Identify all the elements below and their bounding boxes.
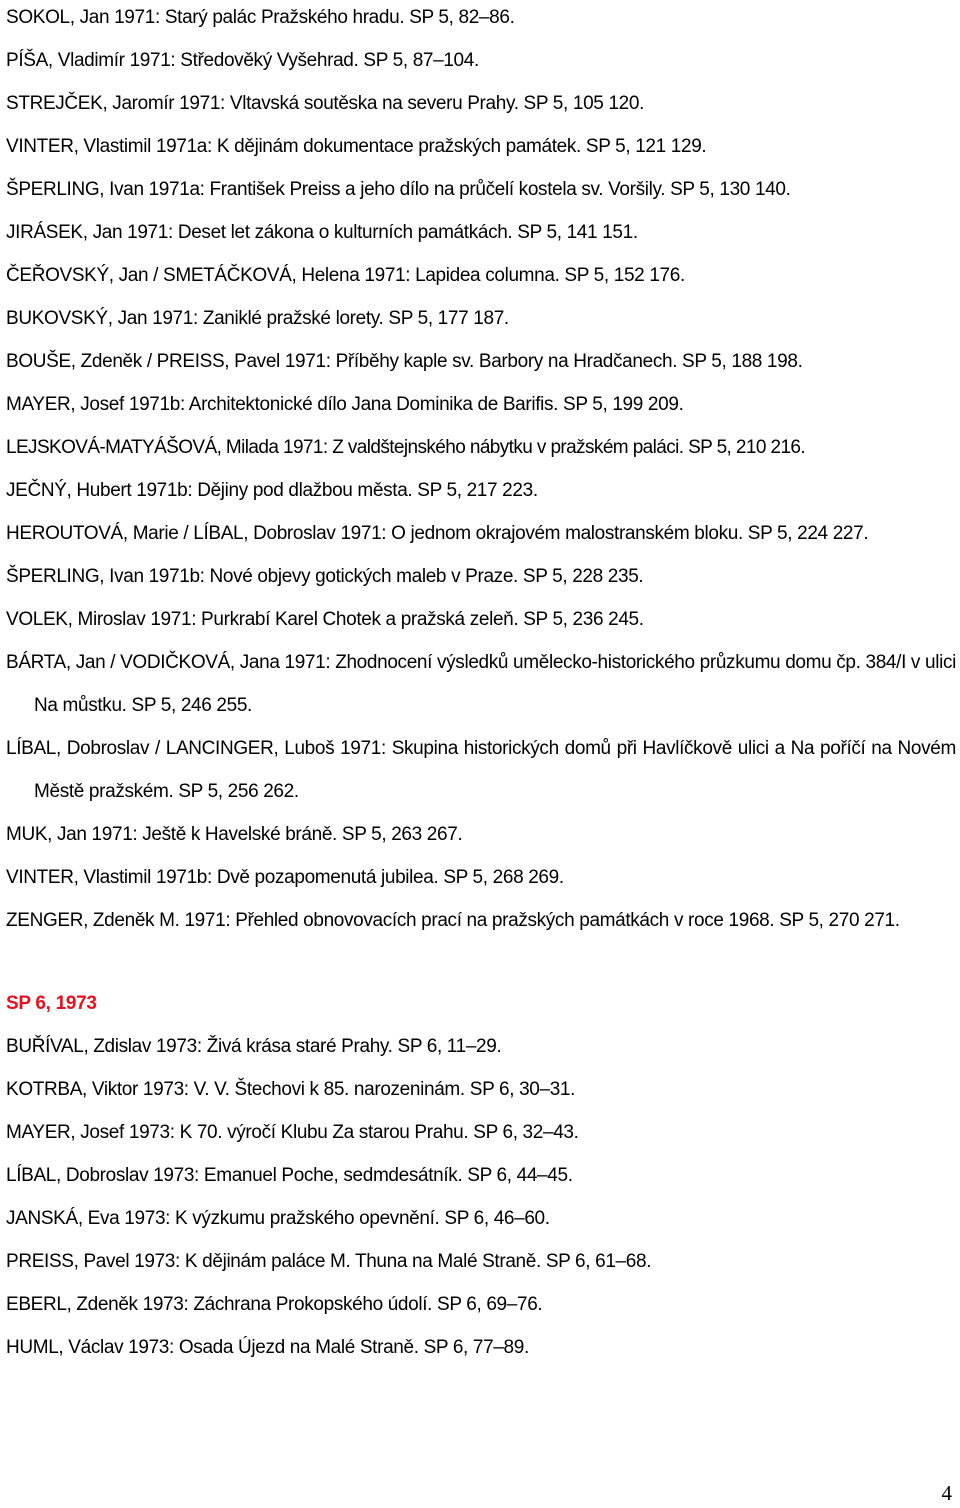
- bibliography-entry: MAYER, Josef 1973: K 70. výročí Klubu Za starou Prahu. SP 6, 32–43.: [6, 1122, 579, 1143]
- bibliography-entry: HUML, Václav 1973: Osada Újezd na Malé Straně. SP 6, 77–89.: [6, 1337, 529, 1358]
- bibliography-entry: BUKOVSKÝ, Jan 1971: Zaniklé pražské lorety. SP 5, 177 187.: [6, 308, 509, 329]
- section-spacer: [6, 942, 956, 982]
- bibliography-entry: LÍBAL, Dobroslav / LANCINGER, Luboš 1971: Skupina historických domů při Havlíčkově ulici a Na poříčí na Novém Městě pražském. SP 5, 256 262.: [6, 738, 956, 802]
- bibliography-entry: VINTER, Vlastimil 1971b: Dvě pozapomenutá jubilea. SP 5, 268 269.: [6, 867, 564, 888]
- bibliography-entry: SOKOL, Jan 1971: Starý palác Pražského hradu. SP 5, 82–86.: [6, 7, 515, 28]
- bibliography-entry: STREJČEK, Jaromír 1971: Vltavská soutěska na severu Prahy. SP 5, 105 120.: [6, 93, 645, 114]
- bibliography-entry: PÍŠA, Vladimír 1971: Středověký Vyšehrad. SP 5, 87–104.: [6, 50, 479, 71]
- bibliography-entry: JIRÁSEK, Jan 1971: Deset let zákona o kulturních památkách. SP 5, 141 151.: [6, 222, 638, 243]
- bibliography-entry: BUŘÍVAL, Zdislav 1973: Živá krása staré Prahy. SP 6, 11–29.: [6, 1036, 502, 1057]
- bibliography-entry: VOLEK, Miroslav 1971: Purkrabí Karel Chotek a pražská zeleň. SP 5, 236 245.: [6, 609, 644, 630]
- bibliography-entry: LEJSKOVÁ-MATYÁŠOVÁ, Milada 1971: Z valdštejnského nábytku v pražském paláci. SP 5, 210 216.: [6, 437, 806, 458]
- page-number: 4: [941, 1481, 952, 1505]
- bibliography-entry: ČEŘOVSKÝ, Jan / SMETÁČKOVÁ, Helena 1971: Lapidea columna. SP 5, 152 176.: [6, 265, 685, 286]
- bibliography-entry: VINTER, Vlastimil 1971a: K dějinám dokumentace pražských památek. SP 5, 121 129.: [6, 136, 707, 157]
- bibliography-entry: ŠPERLING, Ivan 1971a: František Preiss a jeho dílo na průčelí kostela sv. Voršily. SP 5, 130 140.: [6, 179, 791, 200]
- bibliography-entry: JANSKÁ, Eva 1973: K výzkumu pražského opevnění. SP 6, 46–60.: [6, 1208, 550, 1229]
- bibliography-entry: MUK, Jan 1971: Ještě k Havelské bráně. SP 5, 263 267.: [6, 824, 463, 845]
- section-heading: SP 6, 1973: [6, 993, 97, 1014]
- bibliography-page: [6, 0, 956, 1369]
- bibliography-entry: BOUŠE, Zdeněk / PREISS, Pavel 1971: Příběhy kaple sv. Barbory na Hradčanech. SP 5, 188 198.: [6, 351, 803, 372]
- bibliography-entry: HEROUTOVÁ, Marie / LÍBAL, Dobroslav 1971: O jednom okrajovém malostranském bloku. SP 5, 224 227.: [6, 523, 869, 544]
- section-sp6: [6, 982, 956, 1369]
- bibliography-entry: JEČNÝ, Hubert 1971b: Dějiny pod dlažbou města. SP 5, 217 223.: [6, 480, 538, 501]
- bibliography-entry: EBERL, Zdeněk 1973: Záchrana Prokopského údolí. SP 6, 69–76.: [6, 1294, 543, 1315]
- bibliography-entry: PREISS, Pavel 1973: K dějinám paláce M. Thuna na Malé Straně. SP 6, 61–68.: [6, 1251, 652, 1272]
- bibliography-entry: MAYER, Josef 1971b: Architektonické dílo Jana Dominika de Barifis. SP 5, 199 209.: [6, 394, 684, 415]
- bibliography-entry: ŠPERLING, Ivan 1971b: Nové objevy gotických maleb v Praze. SP 5, 228 235.: [6, 566, 644, 587]
- bibliography-entry: BÁRTA, Jan / VODIČKOVÁ, Jana 1971: Zhodnocení výsledků umělecko-historického průzkumu domu čp. 384/I v ulici Na můstku. SP 5, 246 255.: [6, 652, 956, 716]
- entry-list-1971: [6, 0, 956, 942]
- bibliography-entry: LÍBAL, Dobroslav 1973: Emanuel Poche, sedmdesátník. SP 6, 44–45.: [6, 1165, 573, 1186]
- bibliography-entry: ZENGER, Zdeněk M. 1971: Přehled obnovovacích prací na pražských památkách v roce 1968. SP 5, 270 271.: [6, 910, 900, 931]
- bibliography-entry: KOTRBA, Viktor 1973: V. V. Štechovi k 85. narozeninám. SP 6, 30–31.: [6, 1079, 576, 1100]
